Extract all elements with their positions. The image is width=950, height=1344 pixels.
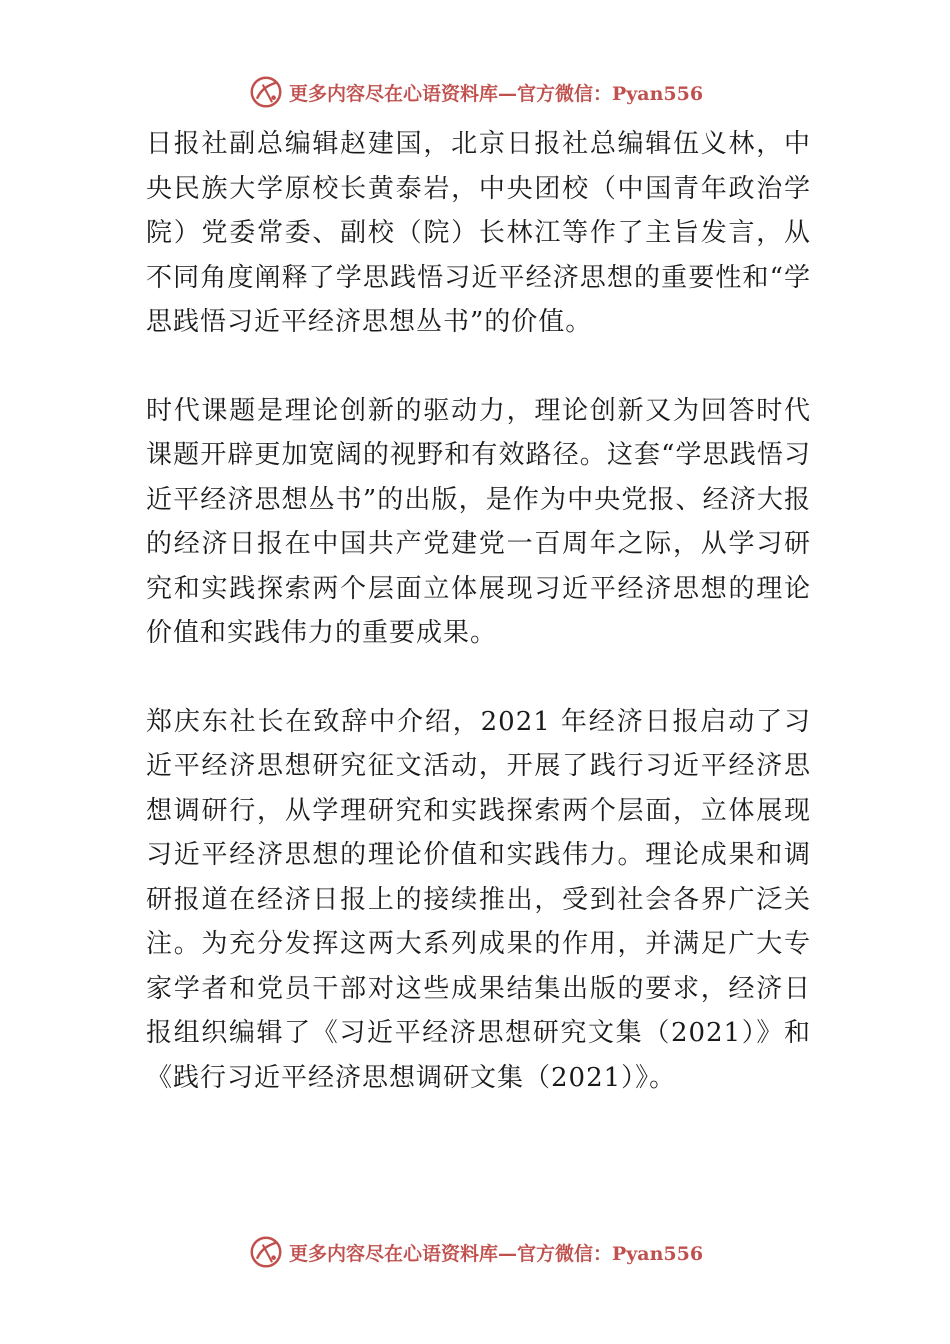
header-banner-text: 更多内容尽在心语资料库—官方微信：Pyan556 (288, 82, 704, 105)
logo-icon (247, 73, 285, 111)
paragraph-2: 时代课题是理论创新的驱动力，理论创新又为回答时代课题开辟更加宽阔的视野和有效路径。这套“学思践悟习近平经济思想丛书”的出版，是作为中央党报、经济大报的经济日报在中国共产党建党一百周年之际，从学习研究和实践探索两个层面立体展现习近平经济思想的理论价值和实践伟力的重要成果。 (146, 395, 811, 648)
logo-icon (247, 1233, 285, 1271)
footer-banner-text: 更多内容尽在心语资料库—官方微信：Pyan556 (288, 1242, 704, 1265)
document-body (146, 122, 811, 1100)
footer-banner (0, 1230, 950, 1274)
paragraph-3: 郑庆东社长在致辞中介绍，2021 年经济日报启动了习近平经济思想研究征文活动，开展了践行习近平经济思想调研行，从学理研究和实践探索两个层面，立体展现习近平经济思想的理论价值和实践伟力。理论成果和调研报道在经济日报上的接续推出，受到社会各界广泛关注。为充分发挥这两大系列成果的作用，并满足广大专家学者和党员干部对这些成果结集出版的要求，经济日报组织编辑了《习近平经济思想研究文集（2021）》和《践行习近平经济思想调研文集（2021）》。 (146, 706, 811, 1093)
header-banner (0, 70, 950, 114)
paragraph-1: 日报社副总编辑赵建国，北京日报社总编辑伍义林，中央民族大学原校长黄泰岩，中央团校（中国青年政治学院）党委常委、副校（院）长林江等作了主旨发言，从不同角度阐释了学思践悟习近平经济思想的重要性和“学思践悟习近平经济思想丛书”的价值。 (146, 129, 811, 337)
